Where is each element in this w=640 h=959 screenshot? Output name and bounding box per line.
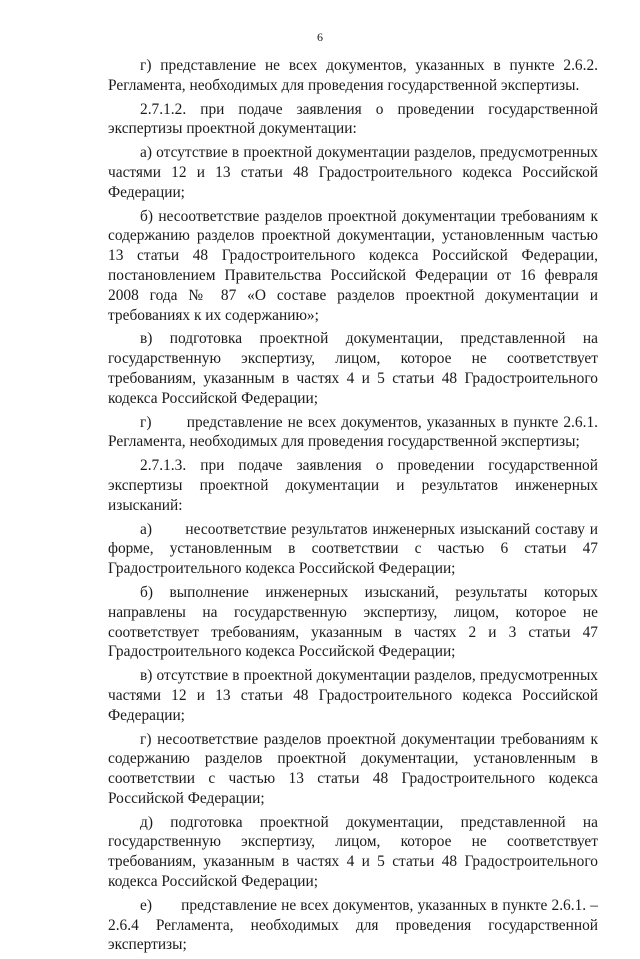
paragraph-item-g-2-6-2: г) представление не всех документов, указанных в пункте 2.6.2. Регламента, необходимых для проведения государственной экспертизы.: [108, 57, 598, 94]
paragraph-item-g-2-6-1: г) представление не всех документов, указанных в пункте 2.6.1. Регламента, необходимых для проведения государственной экспертизы;: [108, 413, 598, 451]
paragraph-item-v: в) подготовка проектной документации, представленной на государственную экспертизу, лицом, которое не соответствует требованиям, указанным в частях 4 и 5 статьи 48 Градостроительного кодекса Российской Федерации;: [108, 330, 598, 407]
page-number: 6: [317, 30, 323, 44]
paragraph-item-a: а) отсутствие в проектной документации разделов, предусмотренных частями 12 и 13 статьи 48 Градостроительного кодекса Российской Федерации;: [108, 144, 598, 201]
paragraph-2-7-1-2: 2.7.1.2. при подаче заявления о проведении государственной экспертизы проектной документации:: [108, 100, 598, 138]
paragraph-item-v-sections: в) отсутствие в проектной документации разделов, предусмотренных частями 12 и 13 статьи 48 Градостроительного кодекса Российской Федерации;: [108, 667, 598, 724]
paragraph-item-a-surveys: а) несоответствие результатов инженерных изысканий составу и форме, установленным в соответствии с частью 6 статьи 47 Градостроительного кодекса Российской Федерации;: [108, 520, 598, 578]
paragraph-item-e: е) представление не всех документов, указанных в пункте 2.6.1. – 2.6.4 Регламента, необходимых для проведения государственной экспертизы;: [108, 896, 598, 954]
document-body: [108, 56, 598, 959]
paragraph-item-b: б) несоответствие разделов проектной документации требованиям к содержанию разделов проектной документации, установленным частью 13 статьи 48 Градостроительного кодекса Российской Федерации, постановлением Правительства Российской Федерации от 16 февраля 2008 года № 87 «О составе разделов проектной документации и требованиях к их содержанию»;: [108, 207, 598, 324]
paragraph-item-g-sections: г) несоответствие разделов проектной документации требованиям к содержанию разделов проектной документации, установленным в соответствии с частью 13 статьи 48 Градостроительного кодекса Российской Федерации;: [108, 730, 598, 807]
paragraph-item-d: д) подготовка проектной документации, представленной на государственную экспертизу, лицом, которое не соответствует требованиям, указанным в частях 4 и 5 статьи 48 Градостроительного кодекса Российской Федерации;: [108, 813, 598, 891]
paragraph-2-7-1-3: 2.7.1.3. при подаче заявления о проведении государственной экспертизы проектной документации и результатов инженерных изысканий:: [108, 457, 598, 514]
paragraph-item-b-surveys: б) выполнение инженерных изысканий, результаты которых направлены на государственную экспертизу, лицом, которое не соответствует требованиям, указанным в частях 2 и 3 статьи 47 Градостроительного кодекса Российской Федерации;: [108, 583, 598, 661]
